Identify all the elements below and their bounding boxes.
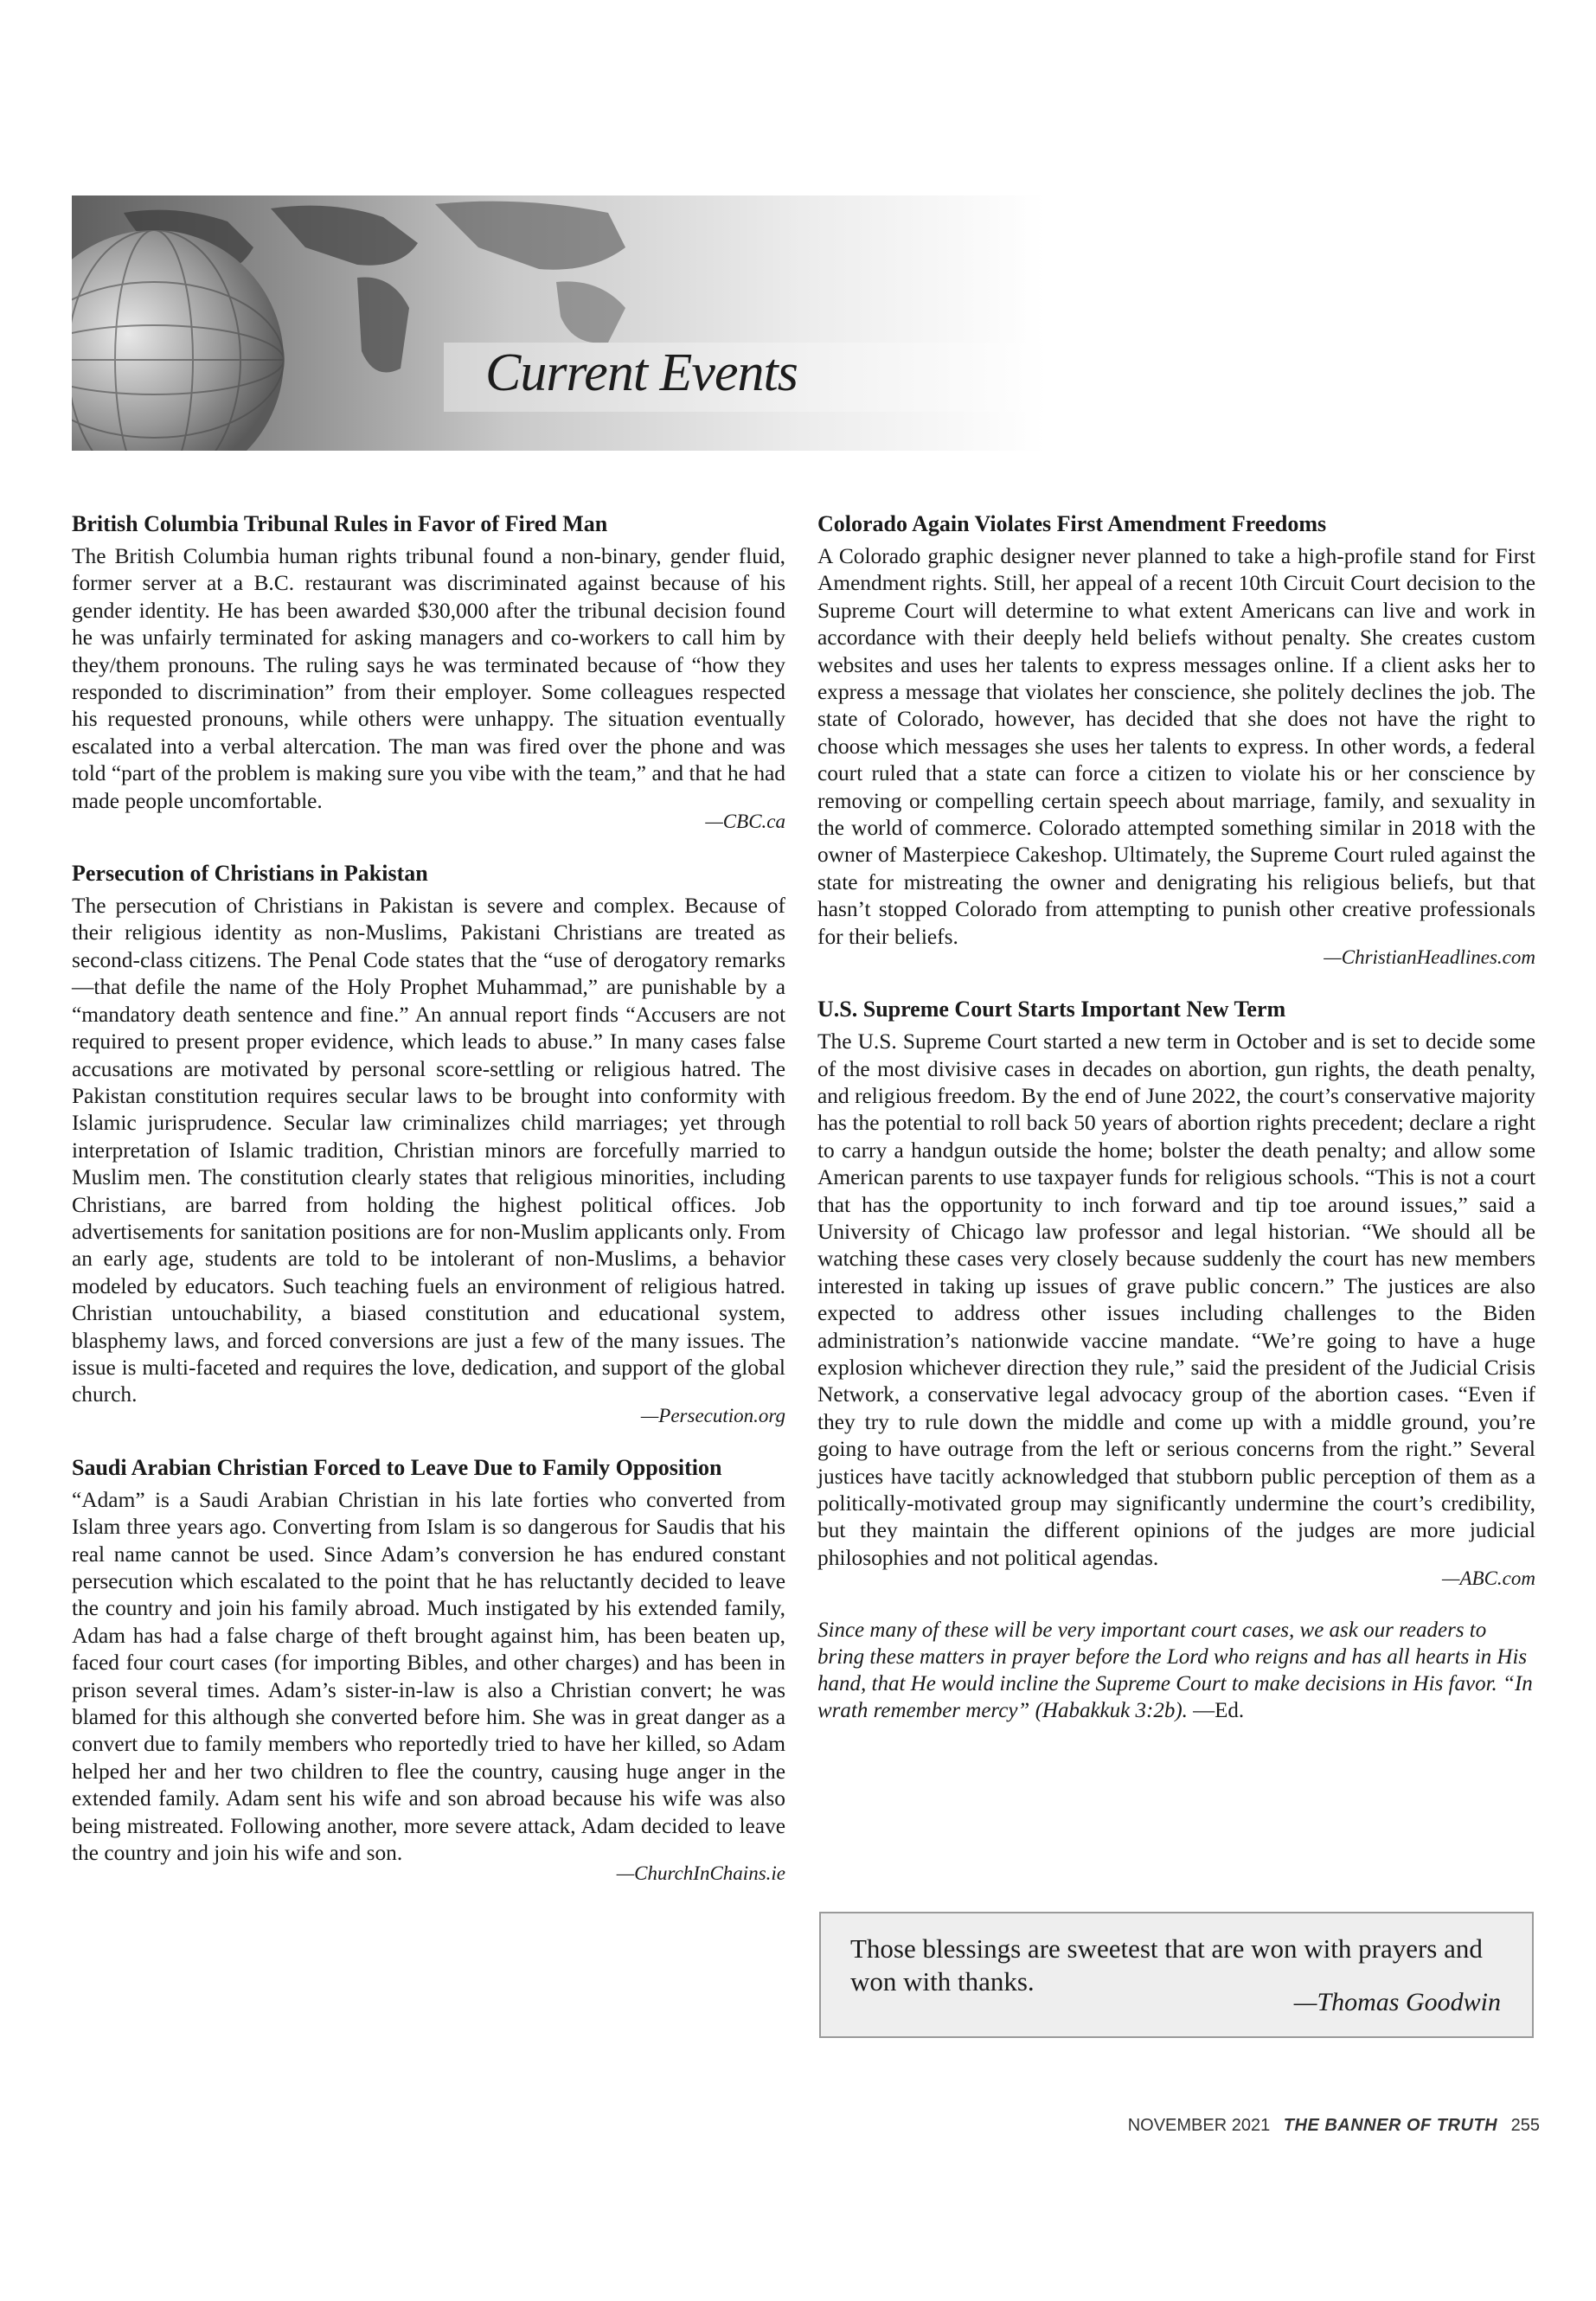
- article: [72, 510, 785, 834]
- footer-date: NOVEMBER 2021: [1127, 2116, 1271, 2135]
- article-body: “Adam” is a Saudi Arabian Christian in his late forties who converted from Islam three years ago. Converting from Islam is so dangerous for Saudis that his real name cannot be used. Since Adam’s conversion he has endured constant persecution which escalated to the point that he has reluctantly decided to leave the country and join his family abroad. Much instigated by his extended family, Adam has had a false charge of theft brought against him, has been beaten up, faced four court cases (for importing Bibles, and other charges) and has been in prison several times. Adam’s sister-in-law is also a Christian convert; he was blamed for this although she converted before him. She was in great danger as a convert due to family members who reportedly tried to have her killed, so Adam helped her and her two children to flee the country, causing huge anger in the extended family. Adam sent his wife and son abroad because his wife was also being mistreated. Following another, more severe attack, Adam decided to leave the country and join his wife and son.: [72, 1487, 785, 1866]
- page-title: Current Events: [485, 343, 798, 402]
- article-headline: U.S. Supreme Court Starts Important New Term: [817, 997, 1286, 1022]
- article-headline: Saudi Arabian Christian Forced to Leave Due to Family Opposition: [72, 1454, 722, 1480]
- quote-text: Those blessings are sweetest that are won with prayers and won with thanks.: [850, 1933, 1483, 1997]
- footer-page-number: 255: [1510, 2116, 1540, 2135]
- footer-magazine: THE BANNER OF TRUTH: [1283, 2116, 1498, 2135]
- article-headline: Persecution of Christians in Pakistan: [72, 861, 428, 887]
- article: [72, 860, 785, 1428]
- article-source: —ChristianHeadlines.com: [1324, 946, 1535, 969]
- right-column: [817, 510, 1535, 1724]
- article-source: —ChurchInChains.ie: [616, 1862, 785, 1885]
- article-source: —CBC.ca: [705, 811, 785, 833]
- quote-box: [819, 1912, 1534, 2038]
- globe-map-icon: [72, 195, 1045, 451]
- editor-signoff: —Ed.: [1187, 1699, 1245, 1723]
- article-headline: Colorado Again Violates First Amendment Freedoms: [817, 511, 1327, 536]
- editor-note-text: Since many of these will be very important court cases, we ask our readers to bring these matters in prayer before the Lord who reigns and has all hearts in His hand, that He would incline the Supreme Court to make decisions in His favor. “In wrath remember mercy” (Habakkuk 3:2b).: [817, 1618, 1533, 1723]
- article: [817, 996, 1535, 1591]
- editor-note: [817, 1617, 1535, 1724]
- article-body: The U.S. Supreme Court started a new term in October and is set to decide some of the most divisive cases in decades on abortion, gun rights, the death penalty, and religious freedom. By the end of June 2022, the court’s conservative majority has the potential to roll back 50 years of abortion rights precedent; declare a right to carry a handgun outside the home; bolster the death penalty; and allow some American parents to use taxpayer funds for religious schools. “This is not a court that has the opportunity to inch forward and tip toe around issues,” said a University of Chicago law professor and legal historian. “We should all be watching these cases very closely because suddenly the court has new members interested in taking up issues of grave public concern.” The justices are also expected to address other issues including challenges to the Biden administration’s nationwide vaccine mandate. “We’re going to have a huge explosion whichever direction they rule,” said the president of the Judicial Crisis Network, a conservative legal advocacy group of the abortion cases. “Even if they try to rule down the middle and come up with a middle ground, you’re going to have outrage from the left or serious concerns from the right.” Several justices have tacitly acknowledged that stubborn public perception of them as a politically-motivated group may significantly undermine the court’s credibility, but they maintain the different opinions of the judges are more judicial philosophies and not political agendas.: [817, 1029, 1535, 1570]
- article-source: —Persecution.org: [640, 1404, 785, 1426]
- article: [817, 510, 1535, 970]
- left-column: [72, 510, 785, 1912]
- article-body: A Colorado graphic designer never planned to take a high-profile stand for First Amendment rights. Still, her appeal of a recent 10th Circuit Court decision to the Supreme Court will determine to what extent Americans can live and work in accordance with their deeply held beliefs without penalty. She creates custom websites and uses her talents to express messages online. If a client asks her to express a message that violates her conscience, she politely declines the job. The state of Colorado, however, has decided that she does not have the right to choose which messages she uses her talents to express. In other words, a federal court ruled that a state can force a citizen to violate his or her conscience by removing or compelling certain speech about marriage, family, and sexuality in the world of commerce. Colorado attempted something similar in 2018 with the owner of Masterpiece Cakeshop. Ultimately, the Supreme Court ruled against the state for mistreating the owner and denigrating his religious beliefs, but that hasn’t stopped Colorado from attempting to punish other creative professionals for their beliefs.: [817, 544, 1535, 949]
- article: [72, 1454, 785, 1887]
- article-source: —ABC.com: [1442, 1567, 1535, 1590]
- header-banner: [72, 195, 1045, 451]
- article-body: The persecution of Christians in Pakistan is severe and complex. Because of their religious identity as non-Muslims, Pakistani Christians are treated as second-class citizens. The Penal Code states that the “use of derogatory remarks—that defile the name of the Holy Prophet Muhammad,” are punishable by a “mandatory death sentence and fine.” An annual report finds “Accusers are not required to present proper evidence, which leads to abuse.” In many cases false accusations are motivated by personal score-settling or religious hatred. The Pakistan constitution requires secular laws to be brought into conformity with Islamic jurisprudence. Secular law criminalizes child marriages; yet through interpretation of Islamic tradition, Christian minors are forcefully married to Muslim men. The constitution clearly states that religious minorities, including Christians, are barred from holding the highest political offices. Job advertisements for sanitation positions are for non-Muslim applicants only. From an early age, students are told to be intolerant of non-Muslims, a behavior modeled by educators. Such teaching fuels an environment of religious hatred. Christian untouchability, a biased constitution and educational system, blasphemy laws, and forced conversions are just a few of the many issues. The issue is multi-faceted and requires the love, dedication, and support of the global church.: [72, 894, 785, 1407]
- page-footer: [952, 2116, 1540, 2136]
- article-body: The British Columbia human rights tribunal found a non-binary, gender fluid, former server at a B.C. restaurant was discriminated against because of his gender identity. He has been awarded $30,000 after the tribunal decision found he was unfairly terminated for asking managers and co-workers to call him by they/them pronouns. The ruling says he was terminated because of “how they responded to discrimination” from their employer. Some colleagues respected his requested pronouns, while others were unhappy. The situation eventually escalated into a verbal altercation. The man was fired over the phone and was told “part of the problem is making sure you vibe with the team,” and that he had made people uncomfortable.: [72, 544, 785, 813]
- quote-author: —Thomas Goodwin: [1293, 1988, 1501, 2016]
- article-headline: British Columbia Tribunal Rules in Favor of Fired Man: [72, 511, 608, 536]
